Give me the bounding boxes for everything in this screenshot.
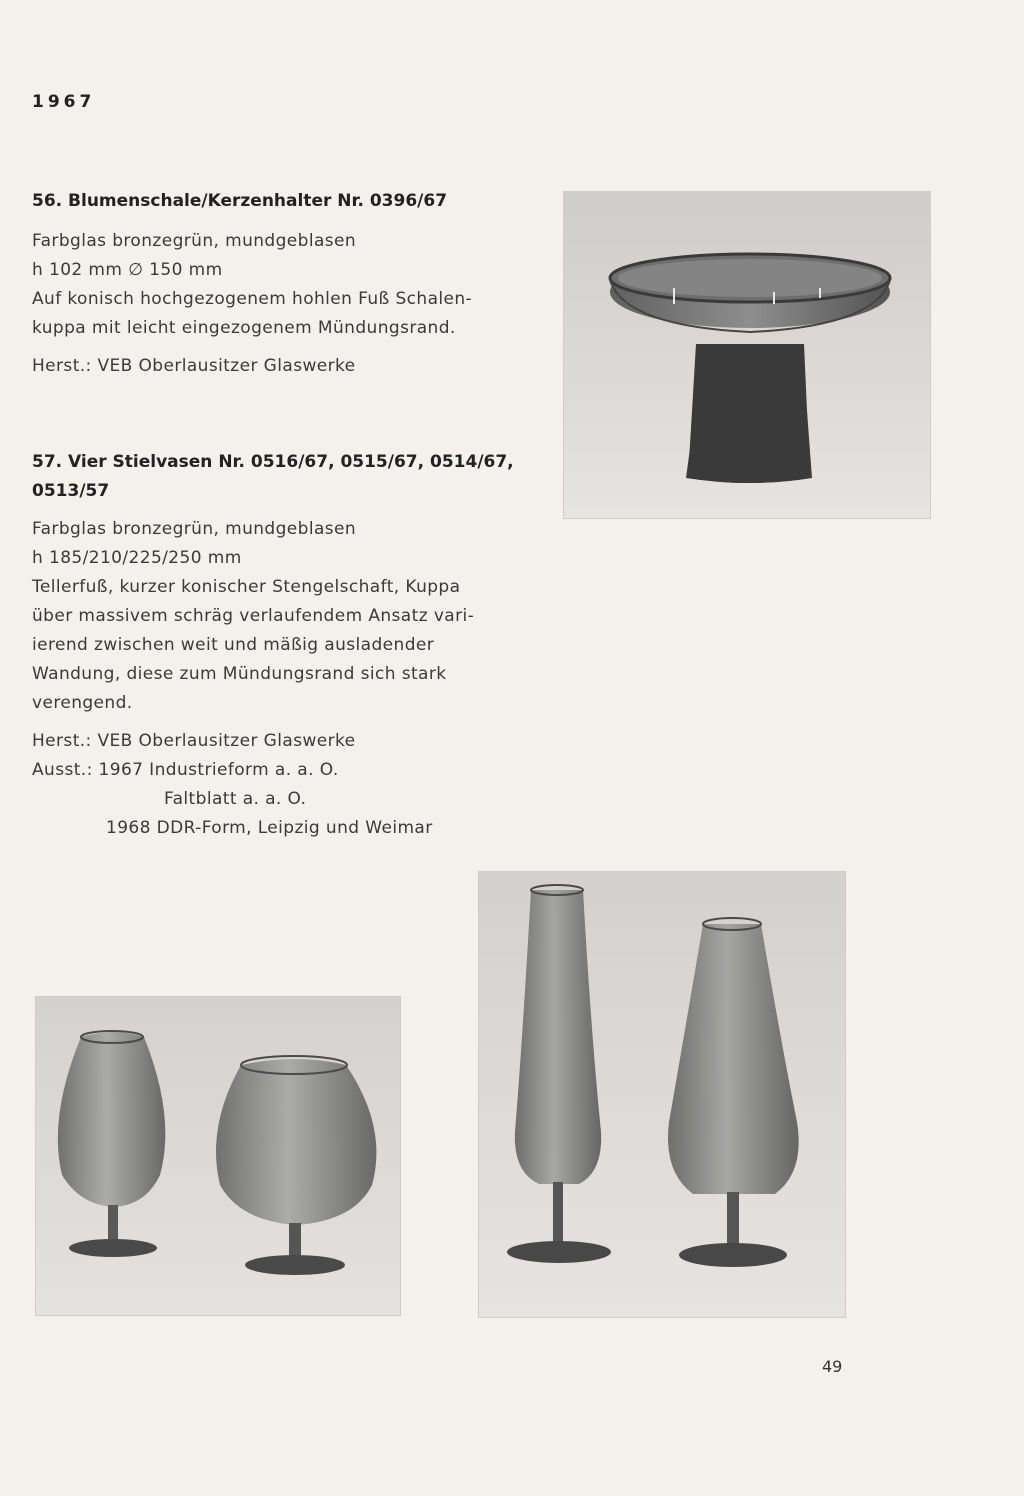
- entry-56-line: Auf konisch hochgezogenem hohlen Fuß Schalen-: [32, 289, 473, 309]
- entry-57-line: Tellerfuß, kurzer konischer Stengelschaft, Kuppa: [32, 577, 461, 597]
- entry-56-manufacturer: Herst.: VEB Oberlausitzer Glaswerke: [32, 356, 356, 376]
- page-year: 1967: [32, 92, 96, 112]
- entry-57-exhibition-2: Faltblatt a. a. O.: [164, 789, 307, 809]
- entry-57-heading: 57. Vier Stielvasen Nr. 0516/67, 0515/67, 0514/67,: [32, 452, 514, 472]
- entry-57-exhibition-1: Ausst.: 1967 Industrieform a. a. O.: [32, 760, 339, 780]
- entry-57-line: Farbglas bronzegrün, mundgeblasen: [32, 519, 357, 539]
- entry-56-line: kuppa mit leicht eingezogenem Mündungsrand.: [32, 318, 456, 338]
- snifter-vases-illustration: [36, 997, 400, 1315]
- entry-56-heading: 56. Blumenschale/Kerzenhalter Nr. 0396/67: [32, 191, 448, 211]
- entry-57-heading-cont: 0513/57: [32, 481, 110, 501]
- entry-57-line: über massivem schräg verlaufendem Ansatz vari-: [32, 606, 475, 626]
- photo-bowl-candleholder: [563, 191, 931, 519]
- tall-vases-illustration: [479, 872, 845, 1317]
- entry-57-manufacturer: Herst.: VEB Oberlausitzer Glaswerke: [32, 731, 356, 751]
- entry-56-description: [32, 227, 472, 343]
- entry-57-line: Wandung, diese zum Mündungsrand sich stark: [32, 664, 447, 684]
- entry-56-line: Farbglas bronzegrün, mundgeblasen: [32, 231, 357, 251]
- photo-two-snifter-vases: [35, 996, 401, 1316]
- entry-57-description: [32, 515, 474, 718]
- entry-56-line: h 102 mm ∅ 150 mm: [32, 260, 223, 280]
- entry-57-line: verengend.: [32, 693, 133, 713]
- page-number: 49: [822, 1357, 843, 1376]
- entry-57-line: h 185/210/225/250 mm: [32, 548, 242, 568]
- entry-57-line: ierend zwischen weit und mäßig ausladender: [32, 635, 435, 655]
- bowl-illustration: [564, 192, 930, 518]
- entry-57-exhibition-3: 1968 DDR-Form, Leipzig und Weimar: [106, 818, 433, 838]
- photo-two-tall-vases: [478, 871, 846, 1318]
